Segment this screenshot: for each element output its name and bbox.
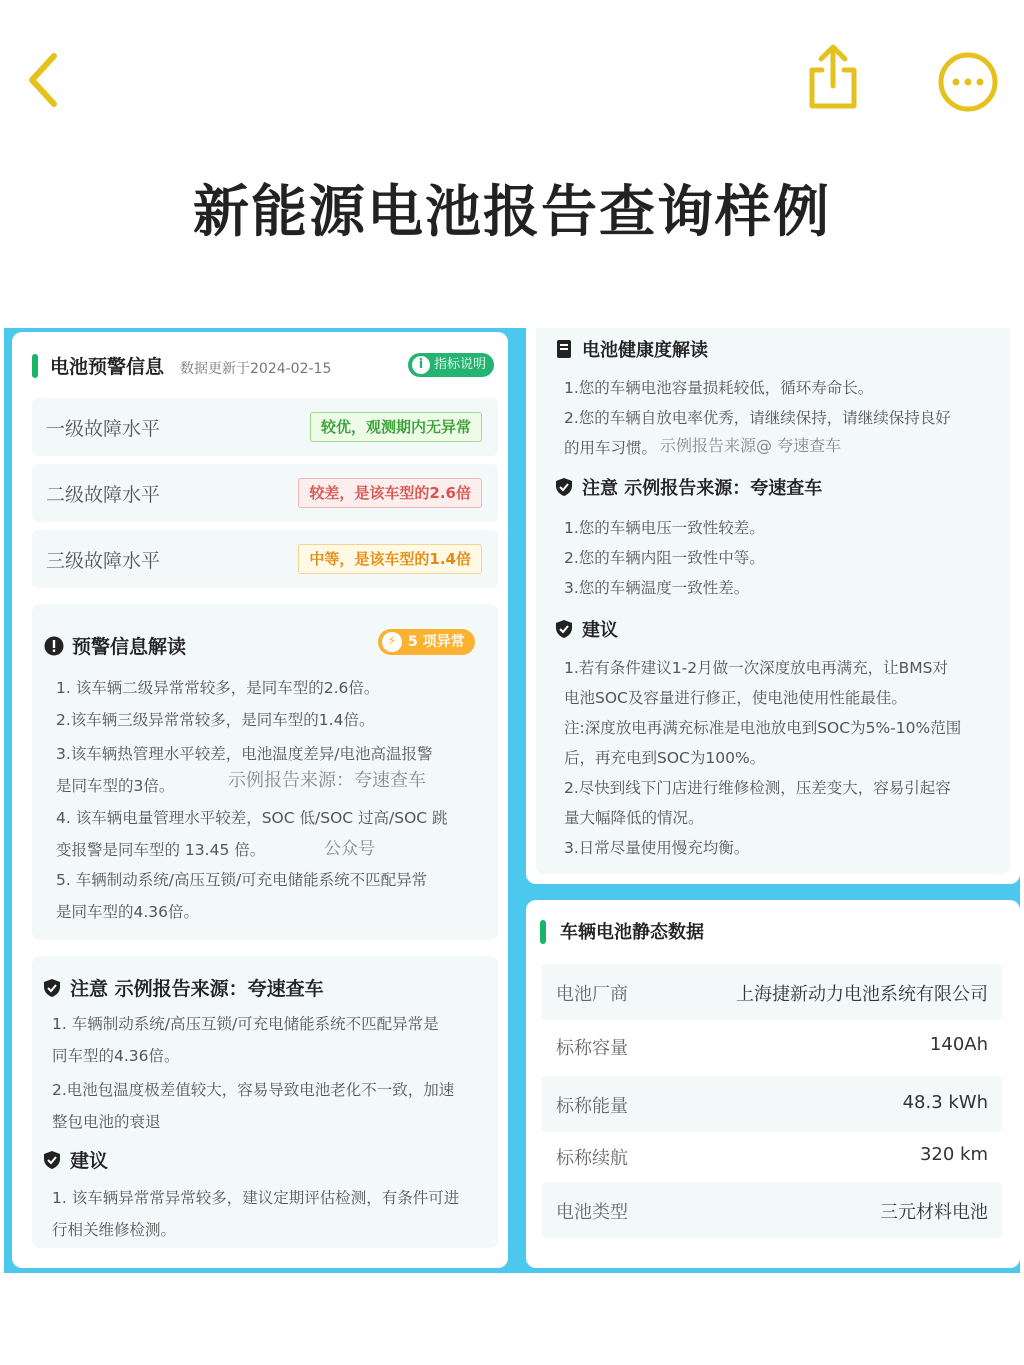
interpret-line: 是同车型的3倍。 bbox=[56, 777, 175, 795]
health-suggest-line: 注:深度放电再满充标准是电池放电到SOC为5%-10%范围 bbox=[564, 719, 962, 737]
note-line: 整包电池的衰退 bbox=[52, 1113, 161, 1131]
health-box bbox=[536, 328, 1010, 874]
interpret-line: 4. 该车辆电量管理水平较差，SOC 低/SOC 过高/SOC 跳 bbox=[56, 809, 448, 827]
shield-check-icon bbox=[554, 477, 574, 497]
warning-note-box bbox=[32, 956, 498, 1248]
battery-static-panel bbox=[526, 900, 1020, 1268]
status-badge: 中等，是该车型的1.4倍 bbox=[298, 544, 482, 574]
help-label: 指标说明 bbox=[434, 357, 487, 372]
health-suggest-line: 2.尽快到线下门店进行维修检测，压差变大，容易引起容 bbox=[564, 779, 951, 797]
note-title: 注意 示例报告来源：夸速查车 bbox=[42, 974, 324, 1001]
interpret-line: 5. 车辆制动系统/高压互锁/可充电储能系统不匹配异常 bbox=[56, 871, 428, 889]
status-badge: 较差，是该车型的2.6倍 bbox=[298, 478, 482, 508]
shield-check-icon bbox=[554, 619, 574, 639]
lightning-icon: ⚡ bbox=[382, 632, 402, 652]
status-badge: 较优，观测期内无异常 bbox=[310, 412, 482, 442]
row-key: 电池厂商 bbox=[556, 984, 628, 1005]
health-line: 2.您的车辆自放电率优秀，请继续保持，请继续保持良好 bbox=[564, 409, 951, 427]
interpret-line: 1. 该车辆二级异常常较多，是同车型的2.6倍。 bbox=[56, 679, 380, 697]
note-line: 2.电池包温度极差值较大，容易导致电池老化不一致，加速 bbox=[52, 1081, 455, 1099]
more-icon[interactable] bbox=[936, 50, 1000, 114]
table-row bbox=[542, 964, 1002, 1020]
row-value: 三元材料电池 bbox=[880, 1202, 988, 1223]
warning-interpret-box bbox=[32, 604, 498, 940]
health-suggest-line: 3.日常尽量使用慢充均衡。 bbox=[564, 839, 750, 857]
table-row bbox=[542, 1076, 1002, 1132]
fault-level-1 bbox=[32, 398, 498, 456]
fault-level-label: 三级故障水平 bbox=[46, 550, 161, 572]
interpret-line: 2.该车辆三级异常常较多，是同车型的1.4倍。 bbox=[56, 711, 375, 729]
note-line: 同车型的4.36倍。 bbox=[52, 1047, 180, 1065]
static-title: 车辆电池静态数据 bbox=[560, 922, 704, 943]
battery-warning-panel bbox=[12, 332, 508, 1268]
row-value: 48.3 kWh bbox=[902, 1092, 988, 1113]
battery-health-panel bbox=[526, 328, 1020, 884]
health-suggest-line: 后，再充电到SOC为100%。 bbox=[564, 749, 766, 767]
row-key: 标称续航 bbox=[556, 1148, 628, 1169]
suggest-line: 1. 该车辆异常常异常较多，建议定期评估检测，有条件可进 bbox=[52, 1189, 460, 1207]
shield-check-icon bbox=[42, 978, 62, 998]
fault-level-2 bbox=[32, 464, 498, 522]
health-line: 的用车习惯。 bbox=[564, 439, 658, 457]
interpret-line: 变报警是同车型的 13.45 倍。 bbox=[56, 841, 266, 859]
section-accent-bar bbox=[32, 354, 38, 378]
report-screenshot bbox=[4, 328, 1020, 1273]
health-suggest-title: 建议 bbox=[554, 616, 618, 642]
health-suggest-line: 1.若有条件建议1-2月做一次深度放电再满充，让BMS对 bbox=[564, 659, 948, 677]
watermark-text: 公众号 bbox=[324, 839, 375, 859]
row-key: 标称容量 bbox=[556, 1038, 628, 1059]
health-note-line: 3.您的车辆温度一致性差。 bbox=[564, 579, 750, 597]
table-row bbox=[542, 1182, 1002, 1238]
interpret-line: 是同车型的4.36倍。 bbox=[56, 903, 200, 921]
interpret-title: 预警信息解读 bbox=[44, 632, 186, 659]
page-title: 新能源电池报告查询样例 bbox=[193, 180, 831, 245]
health-suggest-line: 电池SOC及容量进行修正，使电池使用性能最佳。 bbox=[564, 689, 907, 707]
share-icon[interactable] bbox=[800, 40, 866, 112]
row-value: 140Ah bbox=[929, 1034, 988, 1055]
warning-header: 电池预警信息 bbox=[50, 356, 165, 378]
suggest-title: 建议 bbox=[42, 1146, 108, 1173]
fault-level-label: 一级故障水平 bbox=[46, 418, 161, 440]
watermark-text: 示例报告来源：夸速查车 bbox=[228, 770, 426, 791]
top-bar bbox=[0, 0, 1024, 160]
interpret-line: 3.该车辆热管理水平较差，电池温度差异/电池高温报警 bbox=[56, 745, 433, 763]
health-title: 电池健康度解读 bbox=[554, 336, 708, 362]
health-note-line: 1.您的车辆电压一致性较差。 bbox=[564, 519, 765, 537]
info-icon: i bbox=[412, 356, 430, 374]
watermark-text: 示例报告来源@ 夸速查车 bbox=[660, 436, 842, 455]
row-key: 电池类型 bbox=[556, 1202, 628, 1223]
chevron-left-icon[interactable] bbox=[22, 48, 66, 112]
health-note-title: 注意 示例报告来源：夸速查车 bbox=[554, 474, 822, 500]
update-date: 数据更新于2024-02-15 bbox=[180, 361, 332, 377]
health-note-line: 2.您的车辆内阻一致性中等。 bbox=[564, 549, 765, 567]
row-value: 上海捷新动力电池系统有限公司 bbox=[736, 984, 988, 1005]
health-line: 1.您的车辆电池容量损耗较低，循环寿命长。 bbox=[564, 379, 874, 397]
fault-level-label: 二级故障水平 bbox=[46, 484, 161, 506]
table-row bbox=[542, 1128, 1002, 1184]
row-value: 320 km bbox=[919, 1144, 988, 1165]
shield-check-icon bbox=[42, 1150, 62, 1170]
table-row bbox=[542, 1018, 1002, 1074]
note-line: 1. 车辆制动系统/高压互锁/可充电储能系统不匹配异常是 bbox=[52, 1015, 439, 1033]
document-icon bbox=[554, 339, 574, 359]
help-button[interactable] bbox=[408, 353, 494, 377]
row-key: 标称能量 bbox=[556, 1096, 628, 1117]
health-suggest-line: 量大幅降低的情况。 bbox=[564, 809, 704, 827]
section-accent-bar bbox=[540, 920, 546, 944]
fault-level-3 bbox=[32, 530, 498, 588]
abnormal-count-badge: ⚡ 5 项异常 bbox=[378, 629, 475, 655]
suggest-line: 行相关维修检测。 bbox=[52, 1221, 177, 1239]
alert-icon bbox=[44, 636, 64, 656]
